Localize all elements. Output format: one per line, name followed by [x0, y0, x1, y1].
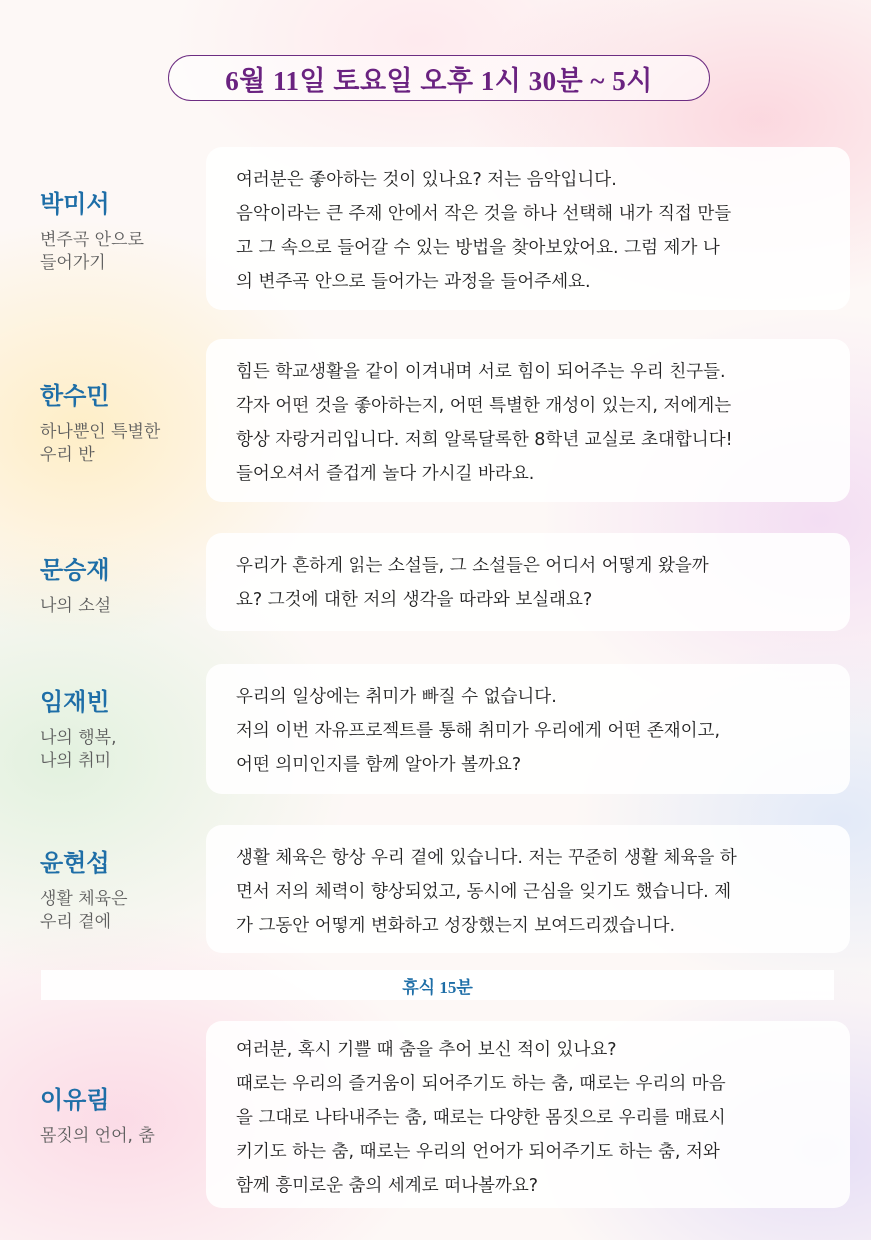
presentation-card [206, 147, 850, 310]
description-line: 들어오셔서 즐겁게 놀다 가시길 바라요. [236, 464, 535, 484]
presenter-info [40, 843, 128, 934]
description-line: 음악이라는 큰 주제 안에서 작은 것을 하나 선택해 내가 직접 만들 [236, 204, 732, 224]
description-line: 여러분, 혹시 기쁠 때 춤을 추어 보신 적이 있나요? [236, 1040, 617, 1060]
presentation-card [206, 339, 850, 502]
description-line: 우리가 흔하게 읽는 소설들, 그 소설들은 어디서 어떻게 왔을까 [236, 556, 709, 576]
presenter-info [40, 682, 117, 773]
presenter-info [40, 1080, 155, 1148]
presenter-name: 박미서 [40, 192, 110, 218]
break-label: 휴식 15분 [402, 977, 473, 997]
description-line: 고 그 속으로 들어갈 수 있는 방법을 찾아보았어요. 그럼 제가 나 [236, 238, 720, 258]
presenter-topic [40, 421, 160, 467]
topic-line: 몸짓의 언어, 춤 [40, 1126, 155, 1146]
description-line: 을 그대로 나타내주는 춤, 때로는 다양한 몸짓으로 우리를 매료시 [236, 1108, 726, 1128]
description-line: 키기도 하는 춤, 때로는 우리의 언어가 되어주기도 하는 춤, 저와 [236, 1142, 720, 1162]
description-line: 우리의 일상에는 취미가 빠질 수 없습니다. [236, 687, 557, 707]
presenter-info [40, 550, 111, 618]
topic-line: 나의 소설 [40, 596, 112, 616]
presentation-card [206, 533, 850, 631]
topic-line: 변주곡 안으로 [40, 230, 144, 250]
description-line: 함께 흥미로운 춤의 세계로 떠나볼까요? [236, 1176, 539, 1196]
schedule-text: 6월 11일 토요일 오후 1시 30분 ~ 5시 [225, 65, 653, 96]
description-line: 저의 이번 자유프로젝트를 통해 취미가 우리에게 어떤 존재이고, [236, 721, 721, 741]
presenter-name: 이유림 [40, 1088, 110, 1114]
description-line: 생활 체육은 항상 우리 곁에 있습니다. 저는 꾸준히 생활 체육을 하 [236, 848, 737, 868]
presenter-topic [40, 595, 111, 618]
topic-line: 우리 반 [40, 445, 95, 465]
presenter-name: 한수민 [40, 384, 110, 410]
description-line: 힘든 학교생활을 같이 이겨내며 서로 힘이 되어주는 우리 친구들. [236, 362, 726, 382]
presenter-topic [40, 727, 117, 773]
description-line: 요? 그것에 대한 저의 생각을 따라와 보실래요? [236, 590, 593, 610]
topic-line: 우리 곁에 [40, 912, 112, 932]
description-line: 여러분은 좋아하는 것이 있나요? 저는 음악입니다. [236, 170, 617, 190]
presenter-name: 임재빈 [40, 690, 110, 716]
presentation-card [206, 825, 850, 953]
description-line: 어떤 의미인지를 함께 알아가 볼까요? [236, 755, 522, 775]
topic-line: 들어가기 [40, 253, 106, 273]
presenter-topic [40, 1125, 155, 1148]
presenter-info [40, 376, 160, 467]
description-line: 각자 어떤 것을 좋아하는지, 어떤 특별한 개성이 있는지, 저에게는 [236, 396, 732, 416]
presenter-topic [40, 229, 144, 275]
presenter-info [40, 184, 144, 275]
presenter-name: 문승재 [40, 558, 110, 584]
description-line: 때로는 우리의 즐거움이 되어주기도 하는 춤, 때로는 우리의 마음 [236, 1074, 726, 1094]
presenter-name: 윤현섭 [40, 851, 110, 877]
topic-line: 하나뿐인 특별한 [40, 422, 161, 442]
topic-line: 나의 행복, [40, 728, 117, 748]
break-banner [41, 970, 834, 1000]
schedule-header [168, 55, 710, 101]
description-line: 항상 자랑거리입니다. 저희 알록달록한 8학년 교실로 초대합니다! [236, 430, 733, 450]
description-line: 의 변주곡 안으로 들어가는 과정을 들어주세요. [236, 272, 591, 292]
description-line: 가 그동안 어떻게 변화하고 성장했는지 보여드리겠습니다. [236, 916, 676, 936]
presentation-card [206, 1021, 850, 1208]
topic-line: 생활 체육은 [40, 889, 128, 909]
topic-line: 나의 취미 [40, 751, 112, 771]
presenter-topic [40, 888, 128, 934]
presentation-card [206, 664, 850, 794]
description-line: 면서 저의 체력이 향상되었고, 동시에 근심을 잊기도 했습니다. 제 [236, 882, 732, 902]
